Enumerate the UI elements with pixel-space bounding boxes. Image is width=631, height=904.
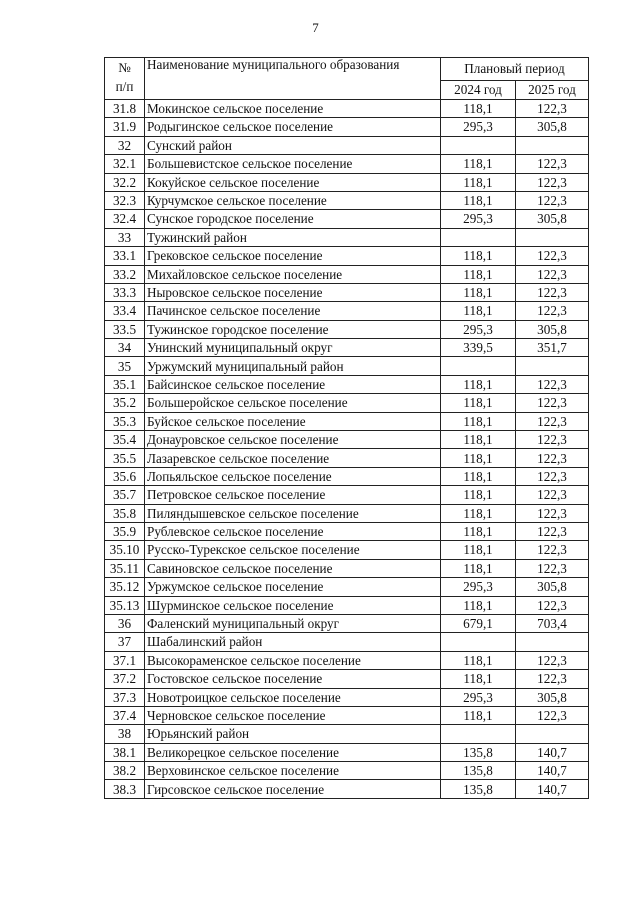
row-municipality-name: Петровское сельское поселение	[145, 486, 441, 504]
row-value-2024: 118,1	[441, 651, 516, 669]
table-row	[105, 706, 589, 724]
row-number: 35.2	[105, 394, 145, 412]
row-number: 35.9	[105, 522, 145, 540]
row-municipality-name: Гостовское сельское поселение	[145, 670, 441, 688]
row-value-2025: 122,3	[516, 100, 589, 118]
row-number: 32.2	[105, 173, 145, 191]
row-number: 37.4	[105, 706, 145, 724]
row-number: 32.4	[105, 210, 145, 228]
row-value-2025: 305,8	[516, 320, 589, 338]
row-value-2025: 122,3	[516, 449, 589, 467]
row-municipality-name: Шабалинский район	[145, 633, 441, 651]
row-value-2025: 122,3	[516, 596, 589, 614]
row-municipality-name: Сунское городское поселение	[145, 210, 441, 228]
row-municipality-name: Сунский район	[145, 136, 441, 154]
table-row	[105, 578, 589, 596]
row-municipality-name: Донауровское сельское поселение	[145, 431, 441, 449]
row-value-2024: 118,1	[441, 173, 516, 191]
header-planning-period: Плановый период	[441, 58, 589, 81]
row-value-2024: 118,1	[441, 431, 516, 449]
row-municipality-name: Михайловское сельское поселение	[145, 265, 441, 283]
row-municipality-name: Большеройское сельское поселение	[145, 394, 441, 412]
row-number: 35.12	[105, 578, 145, 596]
row-number: 35.8	[105, 504, 145, 522]
row-municipality-name: Верховинское сельское поселение	[145, 762, 441, 780]
row-value-2024: 118,1	[441, 375, 516, 393]
table-row	[105, 559, 589, 577]
table-row	[105, 320, 589, 338]
row-value-2024: 118,1	[441, 541, 516, 559]
row-municipality-name: Новотроицкое сельское поселение	[145, 688, 441, 706]
row-value-2024	[441, 136, 516, 154]
row-number: 38.3	[105, 780, 145, 798]
table-row	[105, 688, 589, 706]
page-number: 7	[312, 20, 319, 35]
row-number: 33.2	[105, 265, 145, 283]
row-value-2024	[441, 357, 516, 375]
table-row	[105, 780, 589, 798]
row-value-2025: 140,7	[516, 762, 589, 780]
row-value-2024: 118,1	[441, 670, 516, 688]
row-municipality-name: Уржумский муниципальный район	[145, 357, 441, 375]
table-row	[105, 247, 589, 265]
row-number: 35.5	[105, 449, 145, 467]
row-municipality-name: Большевистское сельское поселение	[145, 155, 441, 173]
row-value-2025: 140,7	[516, 780, 589, 798]
row-value-2024: 118,1	[441, 522, 516, 540]
row-municipality-name: Буйское сельское поселение	[145, 412, 441, 430]
row-municipality-name: Рублевское сельское поселение	[145, 522, 441, 540]
row-municipality-name: Пачинское сельское поселение	[145, 302, 441, 320]
row-value-2025: 122,3	[516, 302, 589, 320]
row-municipality-name: Пиляндышевское сельское поселение	[145, 504, 441, 522]
row-value-2025: 122,3	[516, 559, 589, 577]
row-municipality-name: Фаленский муниципальный округ	[145, 614, 441, 632]
row-value-2024: 679,1	[441, 614, 516, 632]
row-value-2025	[516, 228, 589, 246]
row-value-2024: 118,1	[441, 467, 516, 485]
row-number: 38	[105, 725, 145, 743]
table-row	[105, 302, 589, 320]
row-value-2025: 122,3	[516, 431, 589, 449]
table-row	[105, 743, 589, 761]
row-value-2024: 118,1	[441, 247, 516, 265]
row-number: 33	[105, 228, 145, 246]
header-number-abbr: п/п	[115, 79, 134, 94]
row-municipality-name: Савиновское сельское поселение	[145, 559, 441, 577]
row-number: 35.13	[105, 596, 145, 614]
row-value-2024: 118,1	[441, 191, 516, 209]
row-value-2025	[516, 357, 589, 375]
row-municipality-name: Кокуйское сельское поселение	[145, 173, 441, 191]
row-number: 35.7	[105, 486, 145, 504]
row-municipality-name: Великорецкое сельское поселение	[145, 743, 441, 761]
header-year-2024: 2024 год	[441, 81, 516, 100]
row-value-2025: 305,8	[516, 578, 589, 596]
row-value-2025: 122,3	[516, 247, 589, 265]
row-value-2025: 351,7	[516, 339, 589, 357]
table-row	[105, 504, 589, 522]
table-row	[105, 210, 589, 228]
row-value-2024: 118,1	[441, 596, 516, 614]
row-municipality-name: Уржумское сельское поселение	[145, 578, 441, 596]
row-value-2024: 118,1	[441, 283, 516, 301]
row-number: 36	[105, 614, 145, 632]
row-value-2024: 135,8	[441, 762, 516, 780]
row-number: 32.3	[105, 191, 145, 209]
table-row	[105, 136, 589, 154]
row-municipality-name: Унинский муниципальный округ	[145, 339, 441, 357]
row-value-2024: 339,5	[441, 339, 516, 357]
header-row-top	[105, 58, 589, 81]
header-municipality-name: Наименование муниципального образования	[145, 58, 441, 100]
row-number: 31.9	[105, 118, 145, 136]
table-row	[105, 431, 589, 449]
row-value-2025: 122,3	[516, 541, 589, 559]
row-number: 38.1	[105, 743, 145, 761]
table-row	[105, 412, 589, 430]
table-row	[105, 191, 589, 209]
row-value-2025: 122,3	[516, 394, 589, 412]
row-number: 35.6	[105, 467, 145, 485]
row-number: 37.3	[105, 688, 145, 706]
table-row	[105, 486, 589, 504]
row-number: 35	[105, 357, 145, 375]
row-number: 34	[105, 339, 145, 357]
table-row	[105, 228, 589, 246]
row-value-2024: 118,1	[441, 706, 516, 724]
row-value-2025: 122,3	[516, 412, 589, 430]
row-value-2025: 703,4	[516, 614, 589, 632]
row-value-2024: 118,1	[441, 449, 516, 467]
row-value-2025	[516, 136, 589, 154]
row-number: 37.1	[105, 651, 145, 669]
row-value-2025: 122,3	[516, 522, 589, 540]
row-value-2024: 295,3	[441, 688, 516, 706]
row-value-2025: 122,3	[516, 670, 589, 688]
row-municipality-name: Русско-Турекское сельское поселение	[145, 541, 441, 559]
row-value-2024	[441, 725, 516, 743]
row-value-2024: 118,1	[441, 155, 516, 173]
row-value-2025: 140,7	[516, 743, 589, 761]
row-municipality-name: Тужинское городское поселение	[145, 320, 441, 338]
row-value-2024: 118,1	[441, 412, 516, 430]
row-value-2024: 118,1	[441, 504, 516, 522]
table-row	[105, 522, 589, 540]
row-value-2024: 118,1	[441, 100, 516, 118]
table-row	[105, 155, 589, 173]
table-row	[105, 283, 589, 301]
table-row	[105, 118, 589, 136]
row-value-2024: 295,3	[441, 210, 516, 228]
row-number: 32	[105, 136, 145, 154]
row-municipality-name: Грековское сельское поселение	[145, 247, 441, 265]
row-value-2025	[516, 725, 589, 743]
table-row	[105, 375, 589, 393]
row-number: 32.1	[105, 155, 145, 173]
row-value-2024: 118,1	[441, 486, 516, 504]
header-number-symbol: №	[118, 60, 131, 75]
row-number: 33.5	[105, 320, 145, 338]
row-number: 35.4	[105, 431, 145, 449]
row-value-2024	[441, 633, 516, 651]
row-municipality-name: Тужинский район	[145, 228, 441, 246]
header-year-2025: 2025 год	[516, 81, 589, 100]
row-value-2025: 122,3	[516, 467, 589, 485]
row-value-2025: 305,8	[516, 118, 589, 136]
row-value-2024	[441, 228, 516, 246]
row-value-2024: 118,1	[441, 265, 516, 283]
table-row	[105, 541, 589, 559]
row-municipality-name: Лопьяльское сельское поселение	[145, 467, 441, 485]
table-row	[105, 357, 589, 375]
table-row	[105, 614, 589, 632]
row-municipality-name: Ныровское сельское поселение	[145, 283, 441, 301]
row-value-2025: 122,3	[516, 173, 589, 191]
row-municipality-name: Черновское сельское поселение	[145, 706, 441, 724]
row-value-2025: 305,8	[516, 210, 589, 228]
row-municipality-name: Байсинское сельское поселение	[145, 375, 441, 393]
row-number: 31.8	[105, 100, 145, 118]
row-value-2024: 118,1	[441, 302, 516, 320]
row-value-2025: 122,3	[516, 706, 589, 724]
table-row	[105, 651, 589, 669]
row-municipality-name: Гирсовское сельское поселение	[145, 780, 441, 798]
row-value-2025: 122,3	[516, 486, 589, 504]
row-municipality-name: Шурминское сельское поселение	[145, 596, 441, 614]
row-value-2025: 122,3	[516, 265, 589, 283]
row-value-2025: 122,3	[516, 504, 589, 522]
row-municipality-name: Мокинское сельское поселение	[145, 100, 441, 118]
row-value-2024: 295,3	[441, 578, 516, 596]
row-number: 35.1	[105, 375, 145, 393]
table-row	[105, 596, 589, 614]
row-number: 37	[105, 633, 145, 651]
table-row	[105, 265, 589, 283]
row-number: 35.3	[105, 412, 145, 430]
row-value-2024: 295,3	[441, 320, 516, 338]
table-row	[105, 394, 589, 412]
row-number: 33.3	[105, 283, 145, 301]
table-row	[105, 339, 589, 357]
table-row	[105, 173, 589, 191]
table-row	[105, 762, 589, 780]
header-number	[105, 58, 145, 100]
row-number: 37.2	[105, 670, 145, 688]
row-number: 38.2	[105, 762, 145, 780]
table-row	[105, 100, 589, 118]
table-body	[105, 100, 589, 799]
table-row	[105, 449, 589, 467]
row-value-2024: 135,8	[441, 743, 516, 761]
row-value-2025: 122,3	[516, 191, 589, 209]
row-number: 33.4	[105, 302, 145, 320]
table-row	[105, 467, 589, 485]
row-value-2024: 118,1	[441, 394, 516, 412]
table-row	[105, 725, 589, 743]
row-value-2025	[516, 633, 589, 651]
row-municipality-name: Юрьянский район	[145, 725, 441, 743]
row-value-2025: 305,8	[516, 688, 589, 706]
row-number: 35.11	[105, 559, 145, 577]
row-value-2024: 118,1	[441, 559, 516, 577]
row-municipality-name: Лазаревское сельское поселение	[145, 449, 441, 467]
row-municipality-name: Курчумское сельское поселение	[145, 191, 441, 209]
table-header	[105, 58, 589, 100]
row-municipality-name: Родыгинское сельское поселение	[145, 118, 441, 136]
table-row	[105, 670, 589, 688]
row-value-2024: 135,8	[441, 780, 516, 798]
table-row	[105, 633, 589, 651]
row-value-2025: 122,3	[516, 375, 589, 393]
allocation-table	[104, 57, 589, 799]
row-municipality-name: Высокораменское сельское поселение	[145, 651, 441, 669]
row-number: 35.10	[105, 541, 145, 559]
row-value-2025: 122,3	[516, 283, 589, 301]
row-value-2025: 122,3	[516, 651, 589, 669]
row-number: 33.1	[105, 247, 145, 265]
row-value-2024: 295,3	[441, 118, 516, 136]
row-value-2025: 122,3	[516, 155, 589, 173]
